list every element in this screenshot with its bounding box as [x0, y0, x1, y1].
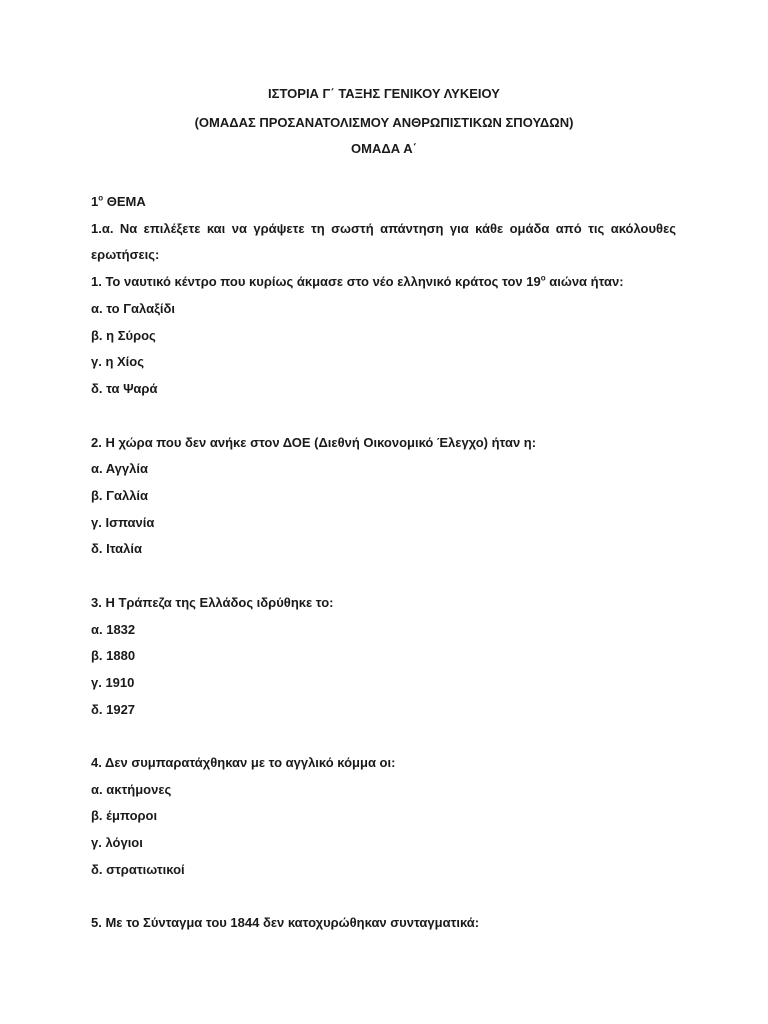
question-1-text-end: αιώνα ήταν: — [545, 274, 624, 289]
question-1-option-b: β. η Σύρος — [91, 328, 156, 343]
question-2-option-d: δ. Ιταλία — [91, 541, 142, 556]
question-4-option-c: γ. λόγιοι — [91, 835, 143, 850]
question-3: 3. Η Τράπεζα της Ελλάδος ιδρύθηκε το: — [91, 595, 334, 610]
topic-label: ΘΕΜΑ — [103, 194, 146, 209]
question-4-option-b: β. έμποροι — [91, 808, 158, 823]
group-heading: ΟΜΑΔΑ Α΄ — [351, 141, 417, 156]
question-4-option-a: α. ακτήμονες — [91, 782, 172, 797]
question-3-option-c: γ. 1910 — [91, 675, 135, 690]
question-3-option-d: δ. 1927 — [91, 702, 136, 717]
question-2-option-b: β. Γαλλία — [91, 488, 149, 503]
question-2-option-a: α. Αγγλία — [91, 461, 148, 476]
question-1-option-d: δ. τα Ψαρά — [91, 381, 158, 396]
topic-number: 1 — [91, 194, 99, 209]
question-1-option-c: γ. η Χίος — [91, 354, 144, 369]
instruction-line-2: ερωτήσεις: — [91, 247, 160, 262]
question-3-option-a: α. 1832 — [91, 622, 136, 637]
question-1 — [91, 274, 624, 290]
question-4: 4. Δεν συμπαρατάχθηκαν με το αγγλικό κόμμα οι: — [91, 755, 396, 770]
topic-ordinal: ο — [98, 193, 104, 203]
question-3-option-b: β. 1880 — [91, 648, 136, 663]
document-title: ΙΣΤΟΡΙΑ Γ΄ ΤΑΞΗΣ ΓΕΝΙΚΟΥ ΛΥΚΕΙΟΥ — [268, 86, 500, 101]
instruction-line-1: 1.α. Να επιλέξετε και να γράψετε τη σωστή απάντηση για κάθε ομάδα από τις ακόλουθες — [91, 221, 676, 236]
question-2-option-c: γ. Ισπανία — [91, 515, 155, 530]
question-1-option-a: α. το Γαλαξίδι — [91, 301, 175, 316]
question-1-text: 1. Το ναυτικό κέντρο που κυρίως άκμασε στο νέο ελληνικό κράτος τον 19 — [91, 274, 541, 289]
question-2: 2. Η χώρα που δεν ανήκε στον ΔΟΕ (Διεθνή Οικονομικό Έλεγχο) ήταν η: — [91, 435, 537, 450]
question-5: 5. Με το Σύνταγμα του 1844 δεν κατοχυρώθηκαν συνταγματικά: — [91, 915, 480, 930]
question-4-option-d: δ. στρατιωτικοί — [91, 862, 185, 877]
topic-heading — [91, 194, 146, 210]
document-subtitle: (ΟΜΑΔΑΣ ΠΡΟΣΑΝΑΤΟΛΙΣΜΟΥ ΑΝΘΡΩΠΙΣΤΙΚΩΝ ΣΠΟΥΔΩΝ) — [194, 115, 574, 130]
question-1-ordinal: ο — [540, 273, 546, 283]
